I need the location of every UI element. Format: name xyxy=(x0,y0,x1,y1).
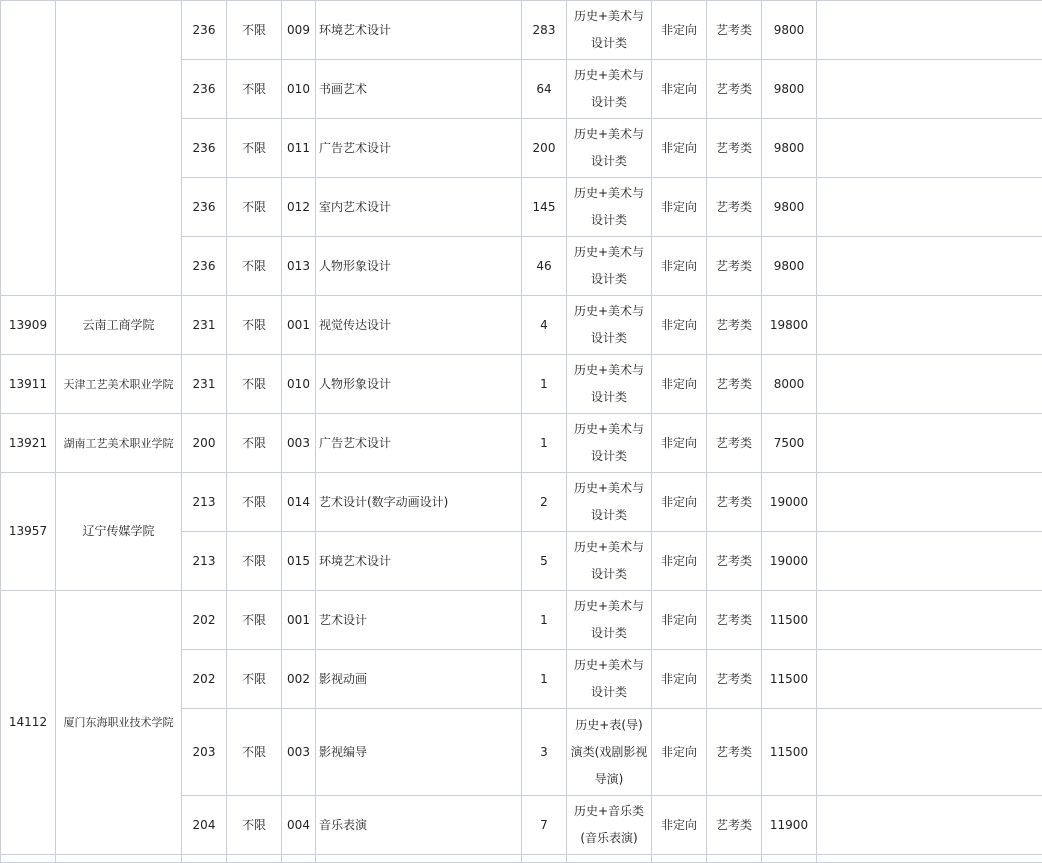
category-cell: 艺考类 xyxy=(707,60,762,119)
category-cell: 艺考类 xyxy=(707,414,762,473)
remarks-cell xyxy=(817,414,1042,473)
major-code-cell: 015 xyxy=(282,532,316,591)
group-code-cell: 231 xyxy=(182,355,227,414)
school-name-cell: 辽宁传媒学院 xyxy=(56,473,182,591)
plan-count-cell: 283 xyxy=(522,1,567,60)
category-cell: 艺考类 xyxy=(707,709,762,796)
limit-cell: 不限 xyxy=(227,296,282,355)
group-code-cell: 200 xyxy=(182,414,227,473)
plan-count-cell: 46 xyxy=(522,237,567,296)
category-cell: 艺考类 xyxy=(707,296,762,355)
category-cell: 艺考类 xyxy=(707,591,762,650)
major-code-cell: 004 xyxy=(282,796,316,855)
table-row xyxy=(1,355,1042,414)
remarks-cell xyxy=(817,650,1042,709)
orientation-cell: 非定向 xyxy=(652,119,707,178)
group-code-cell: 202 xyxy=(182,591,227,650)
tuition-cell: 9800 xyxy=(762,237,817,296)
major-code-cell: 014 xyxy=(282,473,316,532)
category-cell: 艺考类 xyxy=(707,178,762,237)
subject-requirement-cell: 历史+音乐类(音乐表演) xyxy=(567,796,652,855)
major-name-cell: 人物形象设计 xyxy=(316,237,522,296)
table-row xyxy=(1,414,1042,473)
plan-count-cell: 5 xyxy=(522,532,567,591)
remarks-cell xyxy=(817,237,1042,296)
subject-requirement-cell: 历史+美术与设计类 xyxy=(567,650,652,709)
group-code-cell: 236 xyxy=(182,119,227,178)
orientation-cell: 非定向 xyxy=(652,60,707,119)
tuition-cell: 19800 xyxy=(762,296,817,355)
subject-requirement-cell: 历史+美术与设计类 xyxy=(567,414,652,473)
tuition-cell: 11900 xyxy=(762,796,817,855)
school-code-cell: 14112 xyxy=(1,591,56,855)
category-cell: 艺考类 xyxy=(707,1,762,60)
remarks-cell xyxy=(817,796,1042,855)
tuition-cell: 11500 xyxy=(762,709,817,796)
major-name-cell: 环境艺术设计 xyxy=(316,1,522,60)
school-code-cell: 13909 xyxy=(1,296,56,355)
limit-cell: 不限 xyxy=(227,650,282,709)
plan-count-cell: 1 xyxy=(522,650,567,709)
school-code-cell: 13921 xyxy=(1,414,56,473)
school-name-cell: 厦门东海职业技术学院 xyxy=(56,591,182,855)
limit-cell: 不限 xyxy=(227,709,282,796)
remarks-cell xyxy=(817,178,1042,237)
limit-cell: 不限 xyxy=(227,532,282,591)
major-name-cell: 广告艺术设计 xyxy=(316,414,522,473)
limit-cell: 不限 xyxy=(227,237,282,296)
major-name-cell: 视觉传达设计 xyxy=(316,296,522,355)
category-cell: 艺考类 xyxy=(707,473,762,532)
school-code-cell xyxy=(1,1,56,296)
remarks-cell xyxy=(817,60,1042,119)
orientation-cell: 非定向 xyxy=(652,1,707,60)
limit-cell: 不限 xyxy=(227,355,282,414)
subject-requirement-cell: 历史+美术与设计类 xyxy=(567,60,652,119)
table-row xyxy=(1,473,1042,532)
group-code-cell: 231 xyxy=(182,296,227,355)
remarks-cell xyxy=(817,473,1042,532)
remarks-cell xyxy=(817,296,1042,355)
school-code-cell: 13911 xyxy=(1,355,56,414)
plan-count-cell: 4 xyxy=(522,296,567,355)
school-code-cell: 13957 xyxy=(1,473,56,591)
orientation-cell: 非定向 xyxy=(652,237,707,296)
major-code-cell: 001 xyxy=(282,591,316,650)
limit-cell: 不限 xyxy=(227,1,282,60)
tuition-cell: 19000 xyxy=(762,532,817,591)
group-code-cell: 203 xyxy=(182,709,227,796)
remarks-cell xyxy=(817,355,1042,414)
subject-requirement-cell: 历史+美术与设计类 xyxy=(567,532,652,591)
subject-requirement-cell: 历史+美术与设计类 xyxy=(567,591,652,650)
school-name-cell: 云南工商学院 xyxy=(56,296,182,355)
tuition-cell: 7500 xyxy=(762,414,817,473)
group-code-cell: 202 xyxy=(182,650,227,709)
table-row xyxy=(1,296,1042,355)
major-name-cell: 艺术设计 xyxy=(316,591,522,650)
major-name-cell: 艺术设计(数字动画设计) xyxy=(316,473,522,532)
orientation-cell: 非定向 xyxy=(652,414,707,473)
orientation-cell: 非定向 xyxy=(652,650,707,709)
orientation-cell: 非定向 xyxy=(652,591,707,650)
remarks-cell xyxy=(817,532,1042,591)
tuition-cell: 9800 xyxy=(762,60,817,119)
major-code-cell: 012 xyxy=(282,178,316,237)
limit-cell: 不限 xyxy=(227,473,282,532)
school-name-cell: 天津工艺美术职业学院 xyxy=(56,355,182,414)
category-cell: 艺考类 xyxy=(707,119,762,178)
limit-cell: 不限 xyxy=(227,119,282,178)
remarks-cell xyxy=(817,119,1042,178)
major-code-cell: 003 xyxy=(282,414,316,473)
subject-requirement-cell: 历史+美术与设计类 xyxy=(567,1,652,60)
plan-count-cell: 1 xyxy=(522,355,567,414)
group-code-cell: 204 xyxy=(182,796,227,855)
orientation-cell: 非定向 xyxy=(652,796,707,855)
limit-cell: 不限 xyxy=(227,591,282,650)
category-cell: 艺考类 xyxy=(707,532,762,591)
category-cell: 艺考类 xyxy=(707,237,762,296)
plan-count-cell: 1 xyxy=(522,414,567,473)
major-name-cell: 室内艺术设计 xyxy=(316,178,522,237)
tuition-cell: 8000 xyxy=(762,355,817,414)
plan-count-cell: 3 xyxy=(522,709,567,796)
orientation-cell: 非定向 xyxy=(652,473,707,532)
group-code-cell: 236 xyxy=(182,1,227,60)
major-code-cell: 010 xyxy=(282,60,316,119)
subject-requirement-cell: 历史+美术与设计类 xyxy=(567,237,652,296)
subject-requirement-cell: 历史+美术与设计类 xyxy=(567,178,652,237)
group-code-cell: 236 xyxy=(182,178,227,237)
remarks-cell xyxy=(817,709,1042,796)
major-name-cell: 人物形象设计 xyxy=(316,355,522,414)
limit-cell: 不限 xyxy=(227,414,282,473)
tuition-cell: 19000 xyxy=(762,473,817,532)
tuition-cell: 11500 xyxy=(762,650,817,709)
plan-count-cell: 2 xyxy=(522,473,567,532)
group-code-cell: 236 xyxy=(182,237,227,296)
table-row xyxy=(1,1,1042,60)
subject-requirement-cell: 历史+表(导)演类(戏剧影视导演) xyxy=(567,709,652,796)
orientation-cell: 非定向 xyxy=(652,178,707,237)
category-cell: 艺考类 xyxy=(707,355,762,414)
school-name-cell xyxy=(56,1,182,296)
school-name-cell: 湖南工艺美术职业学院 xyxy=(56,414,182,473)
limit-cell: 不限 xyxy=(227,60,282,119)
group-code-cell: 236 xyxy=(182,60,227,119)
major-name-cell: 音乐表演 xyxy=(316,796,522,855)
subject-requirement-cell: 历史+美术与设计类 xyxy=(567,355,652,414)
tuition-cell: 11500 xyxy=(762,591,817,650)
group-code-cell: 213 xyxy=(182,532,227,591)
tuition-cell: 9800 xyxy=(762,178,817,237)
subject-requirement-cell: 历史+美术与设计类 xyxy=(567,473,652,532)
subject-requirement-cell: 历史+美术与设计类 xyxy=(567,119,652,178)
subject-requirement-cell: 历史+美术与设计类 xyxy=(567,296,652,355)
category-cell: 艺考类 xyxy=(707,796,762,855)
group-code-cell: 213 xyxy=(182,473,227,532)
remarks-cell xyxy=(817,591,1042,650)
plan-count-cell: 1 xyxy=(522,591,567,650)
plan-count-cell: 145 xyxy=(522,178,567,237)
major-code-cell: 009 xyxy=(282,1,316,60)
major-code-cell: 011 xyxy=(282,119,316,178)
category-cell: 艺考类 xyxy=(707,650,762,709)
major-name-cell: 影视动画 xyxy=(316,650,522,709)
orientation-cell: 非定向 xyxy=(652,355,707,414)
major-name-cell: 影视编导 xyxy=(316,709,522,796)
orientation-cell: 非定向 xyxy=(652,709,707,796)
major-code-cell: 003 xyxy=(282,709,316,796)
major-name-cell: 环境艺术设计 xyxy=(316,532,522,591)
orientation-cell: 非定向 xyxy=(652,296,707,355)
plan-count-cell: 64 xyxy=(522,60,567,119)
table-row xyxy=(1,591,1042,650)
tuition-cell: 9800 xyxy=(762,1,817,60)
plan-count-cell: 7 xyxy=(522,796,567,855)
major-code-cell: 010 xyxy=(282,355,316,414)
tuition-cell: 9800 xyxy=(762,119,817,178)
major-code-cell: 002 xyxy=(282,650,316,709)
limit-cell: 不限 xyxy=(227,796,282,855)
orientation-cell: 非定向 xyxy=(652,532,707,591)
major-code-cell: 001 xyxy=(282,296,316,355)
major-name-cell: 书画艺术 xyxy=(316,60,522,119)
plan-count-cell: 200 xyxy=(522,119,567,178)
limit-cell: 不限 xyxy=(227,178,282,237)
major-code-cell: 013 xyxy=(282,237,316,296)
remarks-cell xyxy=(817,1,1042,60)
major-name-cell: 广告艺术设计 xyxy=(316,119,522,178)
